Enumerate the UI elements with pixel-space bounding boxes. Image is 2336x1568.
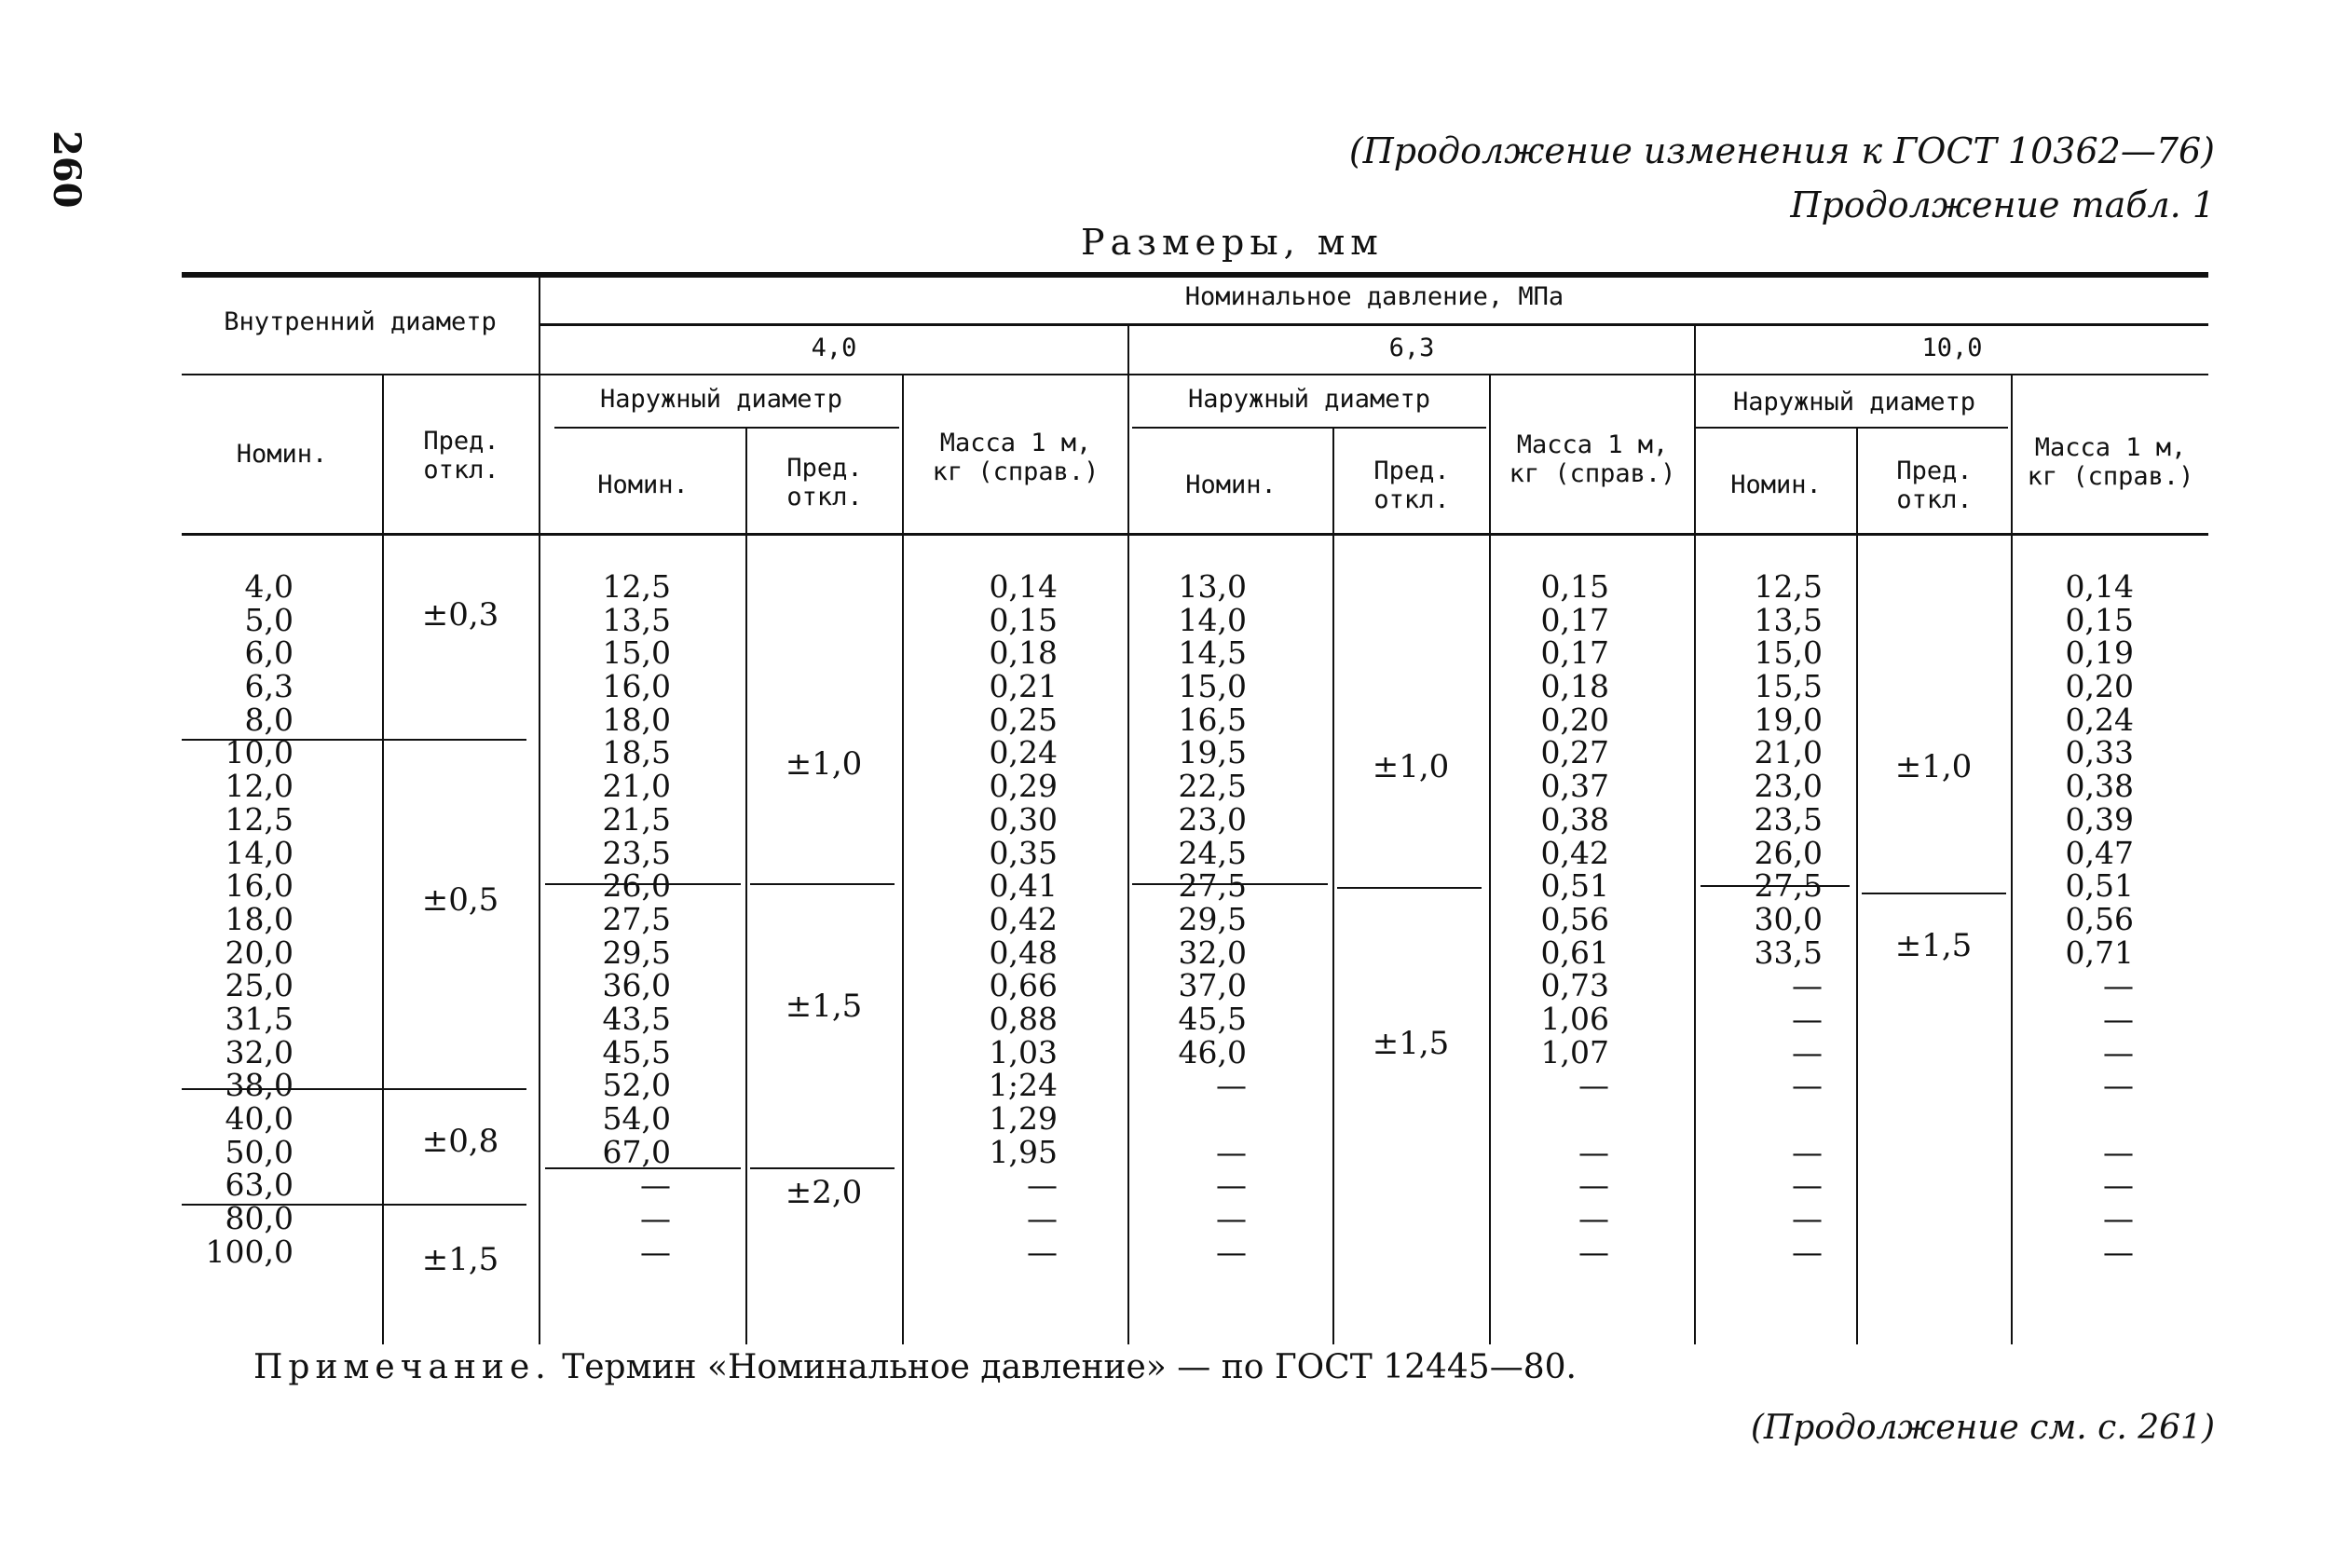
outer-nominal-10-cell: 27,5 [1754, 867, 1823, 905]
outer-nominal-10-cell: — [1792, 1000, 1823, 1037]
outer-nominal-10-cell: 30,0 [1754, 900, 1823, 937]
outer-nominal-10-cell: — [1792, 1033, 1823, 1070]
mass-4-cell: — [1027, 1200, 1058, 1237]
table-note: Примечание. Термин «Номинальное давление» — по ГОСТ 12445—80. [253, 1348, 1577, 1386]
mass-4-cell: 0,18 [989, 634, 1058, 672]
mass-4-cell: 1,95 [989, 1133, 1058, 1170]
outer-nominal-4-cell: 21,0 [602, 768, 671, 805]
outer-nominal-4-cell: 43,5 [602, 1000, 671, 1037]
mass-6-3-cell: 0,56 [1540, 900, 1609, 937]
outer-nominal-6-3-cell: 15,0 [1178, 668, 1247, 705]
outer-nominal-4-cell: 54,0 [602, 1100, 671, 1137]
mass-6-3-cell: 0,51 [1540, 867, 1609, 905]
outer-nominal-6-3-cell: 14,0 [1178, 601, 1247, 638]
header-mass-10: Масса 1 м, кг (справ.) [2027, 433, 2194, 492]
outer-nominal-10-cell: 23,5 [1754, 800, 1823, 838]
outer-nominal-4-cell: — [640, 1166, 671, 1204]
mass-4-cell: 0,35 [989, 834, 1058, 871]
inner-nominal-cell: 14,0 [225, 834, 294, 871]
mass-6-3-cell: 0,20 [1540, 701, 1609, 738]
outer-nominal-10-cell: 15,0 [1754, 634, 1823, 672]
outer-nominal-6-3-cell: 13,0 [1178, 568, 1247, 605]
header-mass-6-3: Масса 1 м, кг (справ.) [1509, 430, 1676, 489]
column-outer-nominal-10 [1733, 570, 1823, 1268]
mass-10-cell: 0,20 [2065, 668, 2134, 705]
outer-nominal-10-cell: 23,0 [1754, 768, 1823, 805]
outer-nominal-6-3-cell: 27,5 [1178, 867, 1247, 905]
mass-6-3-cell [1523, 1102, 1609, 1136]
inner-nominal-cell: 31,5 [225, 1000, 294, 1037]
mass-10-cell: 0,51 [2065, 867, 2134, 905]
inner-nominal-cell: 8,0 [244, 701, 294, 738]
mass-10-cell: 0,15 [2065, 601, 2134, 638]
outer-nominal-10-cell: — [1792, 1233, 1823, 1270]
inner-tolerance-group-1: ±0,3 [421, 596, 499, 634]
outer-nominal-6-3-cell: 23,0 [1178, 800, 1247, 838]
mass-6-3-cell: — [1578, 1233, 1609, 1270]
outer-nominal-10-cell: — [1792, 1200, 1823, 1237]
mass-10-cell [2045, 1102, 2134, 1136]
outer-nominal-6-3-cell [1163, 1102, 1247, 1136]
inner-nominal-cell: 16,0 [225, 867, 294, 905]
column-mass-4 [974, 570, 1058, 1268]
mass-10-cell: — [2103, 1033, 2134, 1070]
column-mass-6-3 [1523, 570, 1609, 1268]
header-pressure-10: 10,0 [1921, 334, 1983, 362]
inner-nominal-cell: 6,0 [244, 634, 294, 672]
inner-nominal-cell: 6,3 [244, 668, 294, 705]
outer-nominal-6-3-cell: 24,5 [1178, 834, 1247, 871]
mass-6-3-cell: 0,17 [1540, 601, 1609, 638]
outer-nominal-4-cell: — [640, 1233, 671, 1270]
mass-10-cell: — [2103, 1166, 2134, 1204]
outer-nominal-10-cell: 13,5 [1754, 601, 1823, 638]
inner-nominal-cell: 18,0 [225, 900, 294, 937]
table-continuation-label: Продолжение табл. 1 [1790, 184, 2215, 225]
inner-nominal-cell: 5,0 [244, 601, 294, 638]
outer-nominal-10-cell: — [1792, 1133, 1823, 1170]
header-inner-diameter: Внутренний диаметр [224, 307, 497, 336]
mass-6-3-cell: 0,61 [1540, 934, 1609, 971]
outer-nominal-6-3-cell: 29,5 [1178, 900, 1247, 937]
inner-nominal-cell: 4,0 [244, 568, 294, 605]
header-pressure-6-3: 6,3 [1388, 334, 1435, 362]
header-outer-tolerance-4: Пред. откл. [786, 454, 863, 512]
header-inner-tolerance: Пред. откл. [423, 427, 499, 485]
mass-4-cell: 1;24 [988, 1067, 1058, 1104]
outer-nominal-10-cell: 33,5 [1754, 934, 1823, 971]
header-outer-diameter-6-3: Наружный диаметр [1187, 385, 1431, 414]
mass-6-3-cell: — [1578, 1133, 1609, 1170]
mass-10-cell: — [2103, 1067, 2134, 1104]
mass-6-3-cell: 0,38 [1540, 800, 1609, 838]
inner-tolerance-group-4: ±1,5 [421, 1241, 499, 1278]
outer-nominal-6-3-cell: — [1216, 1133, 1247, 1170]
outer-nominal-4-cell: 12,5 [602, 568, 671, 605]
inner-nominal-cell: 80,0 [225, 1200, 294, 1237]
outer-nominal-6-3-cell: 14,5 [1178, 634, 1247, 672]
inner-nominal-cell: 12,0 [225, 768, 294, 805]
inner-tolerance-group-2: ±0,5 [421, 881, 499, 919]
page-number: 260 [45, 130, 89, 209]
outer-nominal-4-cell: 18,5 [602, 734, 671, 771]
continuation-footer: (Продолжение см. с. 261) [1750, 1409, 2215, 1447]
outer-nominal-6-3-cell: — [1216, 1067, 1247, 1104]
mass-4-cell: 0,30 [989, 800, 1058, 838]
mass-4-cell: 0,66 [989, 967, 1058, 1004]
outer-nominal-10-cell [1733, 1102, 1823, 1136]
mass-4-cell: 0,48 [989, 934, 1058, 971]
mass-10-cell: — [2103, 1200, 2134, 1237]
header-outer-nominal-4: Номин. [597, 470, 689, 499]
outer-tolerance-6-3-group-1: ±1,0 [1372, 748, 1450, 785]
mass-6-3-cell: 0,42 [1540, 834, 1609, 871]
outer-nominal-4-cell: 52,0 [602, 1067, 671, 1104]
mass-6-3-cell: 0,37 [1540, 768, 1609, 805]
header-outer-diameter-4: Наружный диаметр [599, 385, 843, 414]
inner-nominal-cell: 38,0 [225, 1067, 294, 1104]
mass-4-cell: 1,03 [989, 1033, 1058, 1070]
mass-4-cell: 0,88 [989, 1000, 1058, 1037]
mass-4-cell: 0,24 [989, 734, 1058, 771]
mass-10-cell: 0,56 [2065, 900, 2134, 937]
outer-nominal-6-3-cell: 16,5 [1178, 701, 1247, 738]
column-outer-nominal-4 [587, 570, 671, 1268]
mass-6-3-cell: — [1578, 1067, 1609, 1104]
mass-6-3-cell: 0,18 [1540, 668, 1609, 705]
outer-nominal-4-cell: 45,5 [602, 1033, 671, 1070]
outer-nominal-6-3-cell: — [1216, 1200, 1247, 1237]
mass-10-cell: — [2103, 967, 2134, 1004]
outer-nominal-6-3-cell: — [1216, 1166, 1247, 1204]
mass-4-cell: 0,14 [989, 568, 1058, 605]
inner-nominal-cell: 32,0 [225, 1033, 294, 1070]
mass-10-cell: 0,47 [2065, 834, 2134, 871]
header-nominal-pressure: Номинальное давление, МПа [1184, 282, 1564, 311]
outer-nominal-10-cell: 19,0 [1754, 701, 1823, 738]
outer-tolerance-4-group-1: ±1,0 [785, 745, 863, 783]
mass-6-3-cell: 1,07 [1540, 1033, 1609, 1070]
mass-4-cell: 0,42 [989, 900, 1058, 937]
continuation-header: (Продолжение изменения к ГОСТ 10362—76) [1348, 130, 2215, 171]
outer-nominal-6-3-cell: 46,0 [1178, 1033, 1247, 1070]
mass-6-3-cell: 0,73 [1540, 967, 1609, 1004]
units-caption: Размеры, мм [1081, 222, 1384, 263]
header-mass-4: Масса 1 м, кг (справ.) [932, 429, 1100, 487]
outer-tolerance-10-group-1: ±1,0 [1894, 748, 1973, 785]
column-mass-10 [2045, 570, 2134, 1268]
mass-4-cell: 1,29 [989, 1100, 1058, 1137]
mass-4-cell: — [1027, 1166, 1058, 1204]
mass-6-3-cell: — [1578, 1200, 1609, 1237]
header-pressure-4: 4,0 [811, 334, 857, 362]
outer-nominal-6-3-cell: 22,5 [1178, 768, 1247, 805]
outer-nominal-6-3-cell: 19,5 [1178, 734, 1247, 771]
outer-nominal-4-cell: 23,5 [602, 834, 671, 871]
header-outer-nominal-6-3: Номин. [1185, 470, 1277, 499]
mass-4-cell: 0,41 [989, 867, 1058, 905]
outer-nominal-6-3-cell: 45,5 [1178, 1000, 1247, 1037]
outer-nominal-4-cell: 18,0 [602, 701, 671, 738]
outer-tolerance-6-3-group-2: ±1,5 [1372, 1025, 1450, 1062]
outer-nominal-10-cell: 21,0 [1754, 734, 1823, 771]
inner-nominal-cell: 40,0 [225, 1100, 294, 1137]
mass-6-3-cell: 0,15 [1540, 568, 1609, 605]
mass-4-cell: 0,25 [989, 701, 1058, 738]
column-inner-nominal [200, 570, 294, 1268]
header-outer-tolerance-6-3: Пред. откл. [1373, 457, 1450, 515]
inner-tolerance-group-3: ±0,8 [421, 1123, 499, 1160]
mass-10-cell: 0,14 [2065, 568, 2134, 605]
outer-nominal-4-cell: — [640, 1200, 671, 1237]
mass-10-cell: 0,39 [2065, 800, 2134, 838]
mass-10-cell: 0,38 [2065, 768, 2134, 805]
outer-tolerance-10-group-2: ±1,5 [1894, 927, 1973, 964]
header-outer-diameter-10: Наружный диаметр [1732, 388, 1976, 416]
mass-6-3-cell: 1,06 [1540, 1000, 1609, 1037]
outer-nominal-10-cell: — [1792, 1166, 1823, 1204]
outer-nominal-6-3-cell: — [1216, 1233, 1247, 1270]
outer-nominal-10-cell: 12,5 [1754, 568, 1823, 605]
header-inner-nominal: Номин. [236, 440, 328, 469]
mass-10-cell: 0,71 [2065, 934, 2134, 971]
column-outer-nominal-6-3 [1163, 570, 1247, 1268]
mass-4-cell: 0,21 [989, 668, 1058, 705]
mass-6-3-cell: 0,17 [1540, 634, 1609, 672]
mass-10-cell: 0,24 [2065, 701, 2134, 738]
inner-nominal-cell: 50,0 [225, 1133, 294, 1170]
outer-tolerance-4-group-2: ±1,5 [785, 988, 863, 1025]
header-outer-nominal-10: Номин. [1730, 470, 1822, 499]
inner-nominal-cell: 12,5 [225, 800, 294, 838]
inner-nominal-cell: 10,0 [225, 734, 294, 771]
outer-nominal-10-cell: — [1792, 967, 1823, 1004]
outer-nominal-6-3-cell: 32,0 [1178, 934, 1247, 971]
mass-4-cell: 0,15 [989, 601, 1058, 638]
outer-nominal-10-cell: — [1792, 1067, 1823, 1104]
outer-nominal-4-cell: 21,5 [602, 800, 671, 838]
outer-nominal-10-cell: 26,0 [1754, 834, 1823, 871]
outer-nominal-4-cell: 36,0 [602, 967, 671, 1004]
header-outer-tolerance-10: Пред. откл. [1896, 457, 1973, 515]
mass-4-cell: 0,29 [989, 768, 1058, 805]
mass-10-cell: — [2103, 1133, 2134, 1170]
outer-nominal-4-cell: 27,5 [602, 900, 671, 937]
outer-tolerance-4-group-3: ±2,0 [785, 1174, 863, 1211]
mass-4-cell: — [1027, 1233, 1058, 1270]
outer-nominal-4-cell: 29,5 [602, 934, 671, 971]
mass-10-cell: 0,19 [2065, 634, 2134, 672]
outer-nominal-4-cell: 16,0 [602, 668, 671, 705]
mass-10-cell: — [2103, 1233, 2134, 1270]
outer-nominal-6-3-cell: 37,0 [1178, 967, 1247, 1004]
outer-nominal-4-cell: 67,0 [602, 1133, 671, 1170]
outer-nominal-10-cell: 15,5 [1754, 668, 1823, 705]
outer-nominal-4-cell: 26,0 [602, 867, 671, 905]
outer-nominal-4-cell: 15,0 [602, 634, 671, 672]
inner-nominal-cell: 25,0 [225, 967, 294, 1004]
mass-6-3-cell: 0,27 [1540, 734, 1609, 771]
mass-10-cell: — [2103, 1000, 2134, 1037]
mass-10-cell: 0,33 [2065, 734, 2134, 771]
inner-nominal-cell: 100,0 [205, 1233, 294, 1270]
mass-6-3-cell: — [1578, 1166, 1609, 1204]
inner-nominal-cell: 63,0 [225, 1166, 294, 1204]
inner-nominal-cell: 20,0 [225, 934, 294, 971]
outer-nominal-4-cell: 13,5 [602, 601, 671, 638]
